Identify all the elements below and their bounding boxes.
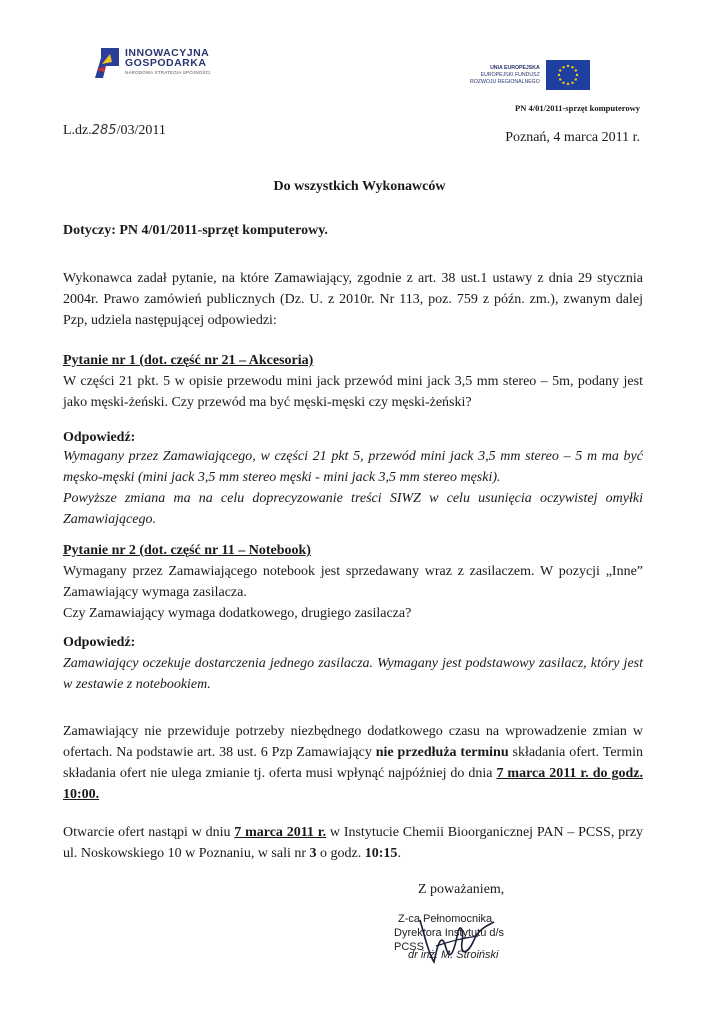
deadline-text-2: składania ofert. Termin składania ofert nie ulega zmianie tj. oferta musi wpłynąć najpóźniej do dnia	[63, 745, 643, 781]
stamp-line1: Z-ca Pełnomocnika	[398, 913, 493, 925]
question-2-heading: Pytanie nr 2 (dot. część nr 11 – Notebook)	[63, 543, 311, 558]
ldz-prefix: L.dz.	[63, 123, 92, 138]
question-1-text: W części 21 pkt. 5 w opisie przewodu mini jack przewód mini jack 3,5 mm stereo – 5m, podany jest jako męski-żeński. Czy przewód ma być męski-męski czy męski-żeński?	[63, 374, 643, 410]
closing-salutation: Z poważaniem,	[418, 882, 505, 897]
subject-line: Dotyczy: PN 4/01/2011-sprzęt komputerowy.	[63, 223, 328, 238]
logo-line2: GOSPODARKA	[125, 57, 207, 69]
handwritten-signature-icon	[390, 912, 530, 968]
deadline-paragraph	[63, 721, 643, 805]
opening-text-4: .	[397, 846, 401, 861]
ldz-handwritten-number: 285	[91, 123, 117, 138]
opening-text-2: w Instytucie Chemii Bioorganicznej PAN – PCSS, przy ul. Noskowskiego 10 w Poznaniu, w sali nr	[63, 825, 643, 861]
answer-2-text: Zamawiający oczekuje dostarczenia jednego zasilacza. Wymagany jest podstawowy zasilacz, który jest w zestawie z notebookiem.	[63, 656, 643, 692]
flag-mark-icon	[93, 48, 119, 78]
opening-room: 3	[309, 846, 317, 861]
eu-line2: EUROPEJSKI FUNDUSZ	[480, 71, 540, 78]
addressee: Do wszystkich Wykonawców	[273, 179, 446, 194]
intro-paragraph: Wykonawca zadał pytanie, na które Zamawiający, zgodnie z art. 38 ust.1 ustawy z dnia 29 stycznia 2004r. Prawo zamówień publicznych (Dz. U. z 2010r. Nr 113, poz. 759 z późn. zm.), zwanym dalej Pzp, udziela następującej odpowiedzi:	[63, 271, 643, 328]
question-2-text: Wymagany przez Zamawiającego notebook jest sprzedawany wraz z zasilaczem. W pozycji „Inne” Zamawiający wymaga zasilacza.	[63, 564, 643, 600]
eu-line1: UNIA EUROPEJSKA	[490, 64, 540, 71]
document-number	[63, 123, 166, 139]
opening-text-1: Otwarcie ofert nastąpi w dniu	[63, 825, 235, 840]
logo-line1: INNOWACYJNA	[125, 47, 210, 59]
opening-time: 10:15	[364, 846, 398, 861]
answer-1-text: Wymagany przez Zamawiającego, w części 21 pkt 5, przewód mini jack 3,5 mm stereo – 5 m ma być męsko-męski (mini jack 3,5 mm stereo męski - mini jack 3,5 mm stereo męski).	[63, 449, 643, 485]
answer-2-heading: Odpowiedź:	[63, 635, 136, 650]
stamp-line3: dr inż. M. Stroiński	[408, 949, 499, 961]
signature-stamp	[390, 912, 530, 968]
deadline-text-1: Zamawiający nie przewiduje potrzeby niezbędnego dodatkowego czasu na wprowadzenie zmian w ofertach. Na podstawie art. 38 ust. 6 Pzp Zamawiający	[63, 724, 643, 760]
answer-1-note: Powyższe zmiana ma na celu doprecyzowanie treści SIWZ w celu usunięcia oczywistej omyłki Zamawiającego.	[63, 491, 643, 527]
eu-flag-icon	[546, 60, 590, 90]
stamp-line2: Dyrektora Instytutu d/s PCSS	[394, 927, 505, 953]
question-2-question: Czy Zamawiający wymaga dodatkowego, drugiego zasilacza?	[63, 606, 412, 621]
opening-text-3: o godz.	[316, 846, 365, 861]
innowacyjna-gospodarka-logo	[93, 48, 211, 78]
answer-1-heading: Odpowiedź:	[63, 430, 136, 445]
deadline-date: 7 marca 2011 r. do godz. 10:00.	[63, 766, 643, 802]
ldz-suffix: /03/2011	[116, 123, 166, 138]
place-date: Poznań, 4 marca 2011 r.	[505, 130, 640, 145]
opening-paragraph	[63, 822, 643, 864]
logo-line3: NARODOWA STRATEGIA SPÓJNOŚCI	[125, 70, 211, 75]
opening-date: 7 marca 2011 r.	[234, 825, 327, 840]
eu-line3: ROZWOJU REGIONALNEGO	[470, 78, 540, 85]
question-1-heading: Pytanie nr 1 (dot. część nr 21 – Akcesoria)	[63, 353, 314, 368]
deadline-bold: nie przedłuża terminu	[375, 745, 509, 760]
eu-logo	[470, 60, 590, 90]
header-reference: PN 4/01/2011-sprzęt komputerowy	[515, 103, 640, 113]
